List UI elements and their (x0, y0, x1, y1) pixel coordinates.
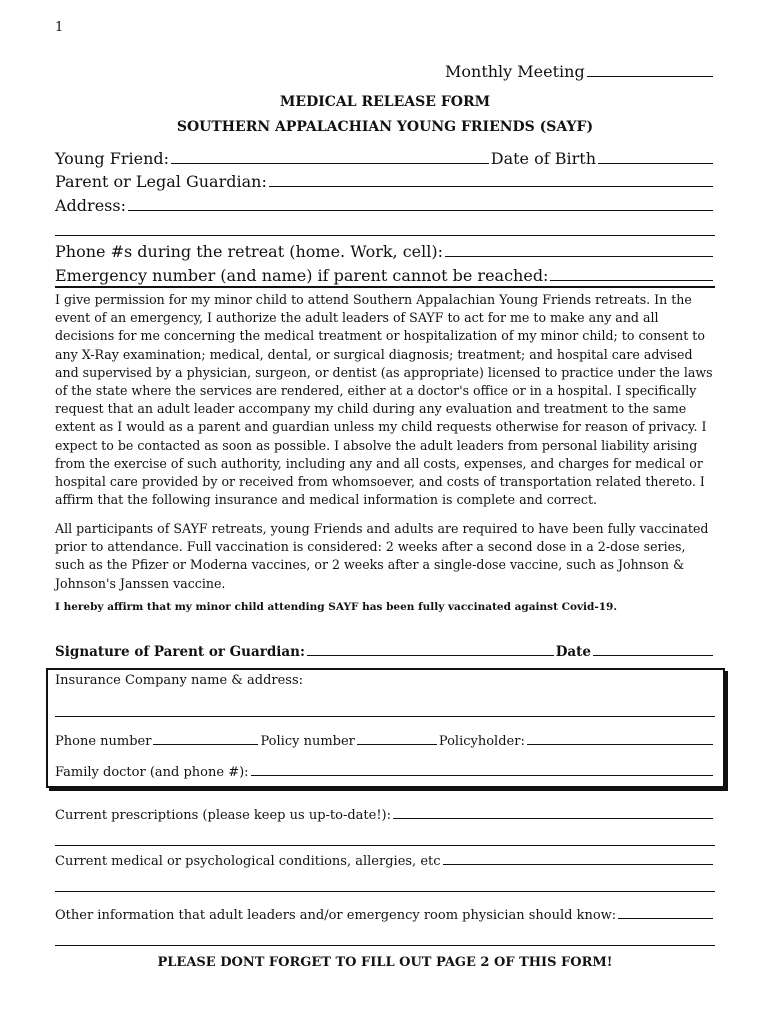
other-info-label: Other information that adult leaders and/or emergency room physician should know: (55, 908, 617, 923)
address-field-line2[interactable] (55, 235, 715, 236)
page-number: 1 (55, 20, 64, 35)
conditions-field-line2[interactable] (55, 891, 715, 892)
signature-label: Signature of Parent or Guardian: (55, 644, 305, 660)
date-of-birth-field[interactable] (598, 163, 713, 164)
conditions-field[interactable] (443, 864, 713, 865)
conditions-label: Current medical or psychological conditions, allergies, etc (55, 854, 441, 869)
form-title: MEDICAL RELEASE FORM (279, 94, 491, 110)
insurance-phone-field[interactable] (153, 744, 258, 745)
monthly-meeting-label: Monthly Meeting (445, 62, 585, 81)
address-field[interactable] (128, 210, 713, 211)
phones-label: Phone #s during the retreat (home. Work, cell): (55, 242, 444, 261)
policyholder-field[interactable] (527, 744, 713, 745)
young-friend-label: Young Friend: (55, 149, 170, 168)
family-doctor-row (55, 765, 715, 780)
guardian-row (55, 172, 715, 191)
signature-date-label: Date (555, 644, 591, 660)
prescriptions-label: Current prescriptions (please keep us up-to-date!): (55, 808, 392, 823)
insurance-company-field[interactable] (55, 716, 715, 717)
signature-date-field[interactable] (593, 655, 713, 656)
young-friend-row (55, 149, 715, 168)
phones-row (55, 242, 715, 261)
family-doctor-label: Family doctor (and phone #): (55, 765, 249, 780)
policy-number-label: Policy number (260, 734, 355, 749)
family-doctor-field[interactable] (251, 775, 713, 776)
emergency-label: Emergency number (and name) if parent cannot be reached: (55, 266, 549, 285)
date-of-birth-label: Date of Birth (490, 149, 596, 168)
other-info-field-line2[interactable] (55, 945, 715, 946)
other-info-row (55, 908, 715, 923)
form-subtitle: SOUTHERN APPALACHIAN YOUNG FRIENDS (SAYF) (176, 119, 594, 135)
guardian-label: Parent or Legal Guardian: (55, 172, 267, 191)
signature-row (55, 644, 715, 660)
guardian-field[interactable] (269, 186, 713, 187)
address-row (55, 196, 715, 215)
vaccination-paragraph: All participants of SAYF retreats, young Friends and adults are required to have been fully vaccinated prior to attendance. Full vaccination is considered: 2 weeks after a second dose in a 2-dose series, such as the Pfizer or Moderna vaccines, or 2 weeks after a single-dose vaccine, such as Johnson & Johnson's Janssen vaccine. (55, 521, 709, 591)
policyholder-label: Policyholder: (438, 734, 525, 749)
section-divider (55, 286, 715, 288)
insurance-phone-label: Phone number (55, 734, 152, 749)
insurance-phone-row (55, 734, 715, 749)
monthly-meeting-row (445, 62, 715, 81)
monthly-meeting-field[interactable] (587, 76, 713, 77)
prescriptions-row (55, 808, 715, 823)
policy-number-field[interactable] (357, 744, 437, 745)
emergency-row (55, 266, 715, 285)
prescriptions-field[interactable] (393, 818, 713, 819)
address-label: Address: (55, 196, 126, 215)
vaccination-affirmation: I hereby affirm that my minor child attending SAYF has been fully vaccinated against Covid-19. (55, 601, 618, 613)
phones-field[interactable] (445, 256, 713, 257)
prescriptions-field-line2[interactable] (55, 845, 715, 846)
other-info-field[interactable] (618, 918, 713, 919)
permission-paragraph: I give permission for my minor child to attend Southern Appalachian Young Friends retreats. In the event of an emergency, I authorize the adult leaders of SAYF to act for me to make any and all decisions for me concerning the medical treatment or hospitalization of my minor child; to consent to any X-Ray examination; medical, dental, or surgical diagnosis; treatment; and hospital care advised and supervised by a physician, surgeon, or dentist (as appropriate) licensed to practice under the laws of the state where the services are rendered, either at a doctor's office or in a hospital. I specifically request that an adult leader accompany my child during any evaluation and treatment to the same extent as I would as a parent and guardian unless my child requests otherwise for reason of privacy. I expect to be contacted as soon as possible. I absolve the adult leaders from personal liability arising from the exercise of such authority, including any and all costs, expenses, and charges for medical or hospital care provided by or received from whomsoever, and costs of transportation related thereto. I affirm that the following insurance and medical information is complete and correct. (55, 292, 713, 508)
conditions-row (55, 854, 715, 869)
young-friend-field[interactable] (171, 163, 489, 164)
insurance-company-label: Insurance Company name & address: (55, 673, 304, 688)
signature-field[interactable] (307, 655, 554, 656)
footer-reminder: PLEASE DONT FORGET TO FILL OUT PAGE 2 OF THIS FORM! (157, 955, 613, 970)
emergency-field[interactable] (550, 280, 713, 281)
